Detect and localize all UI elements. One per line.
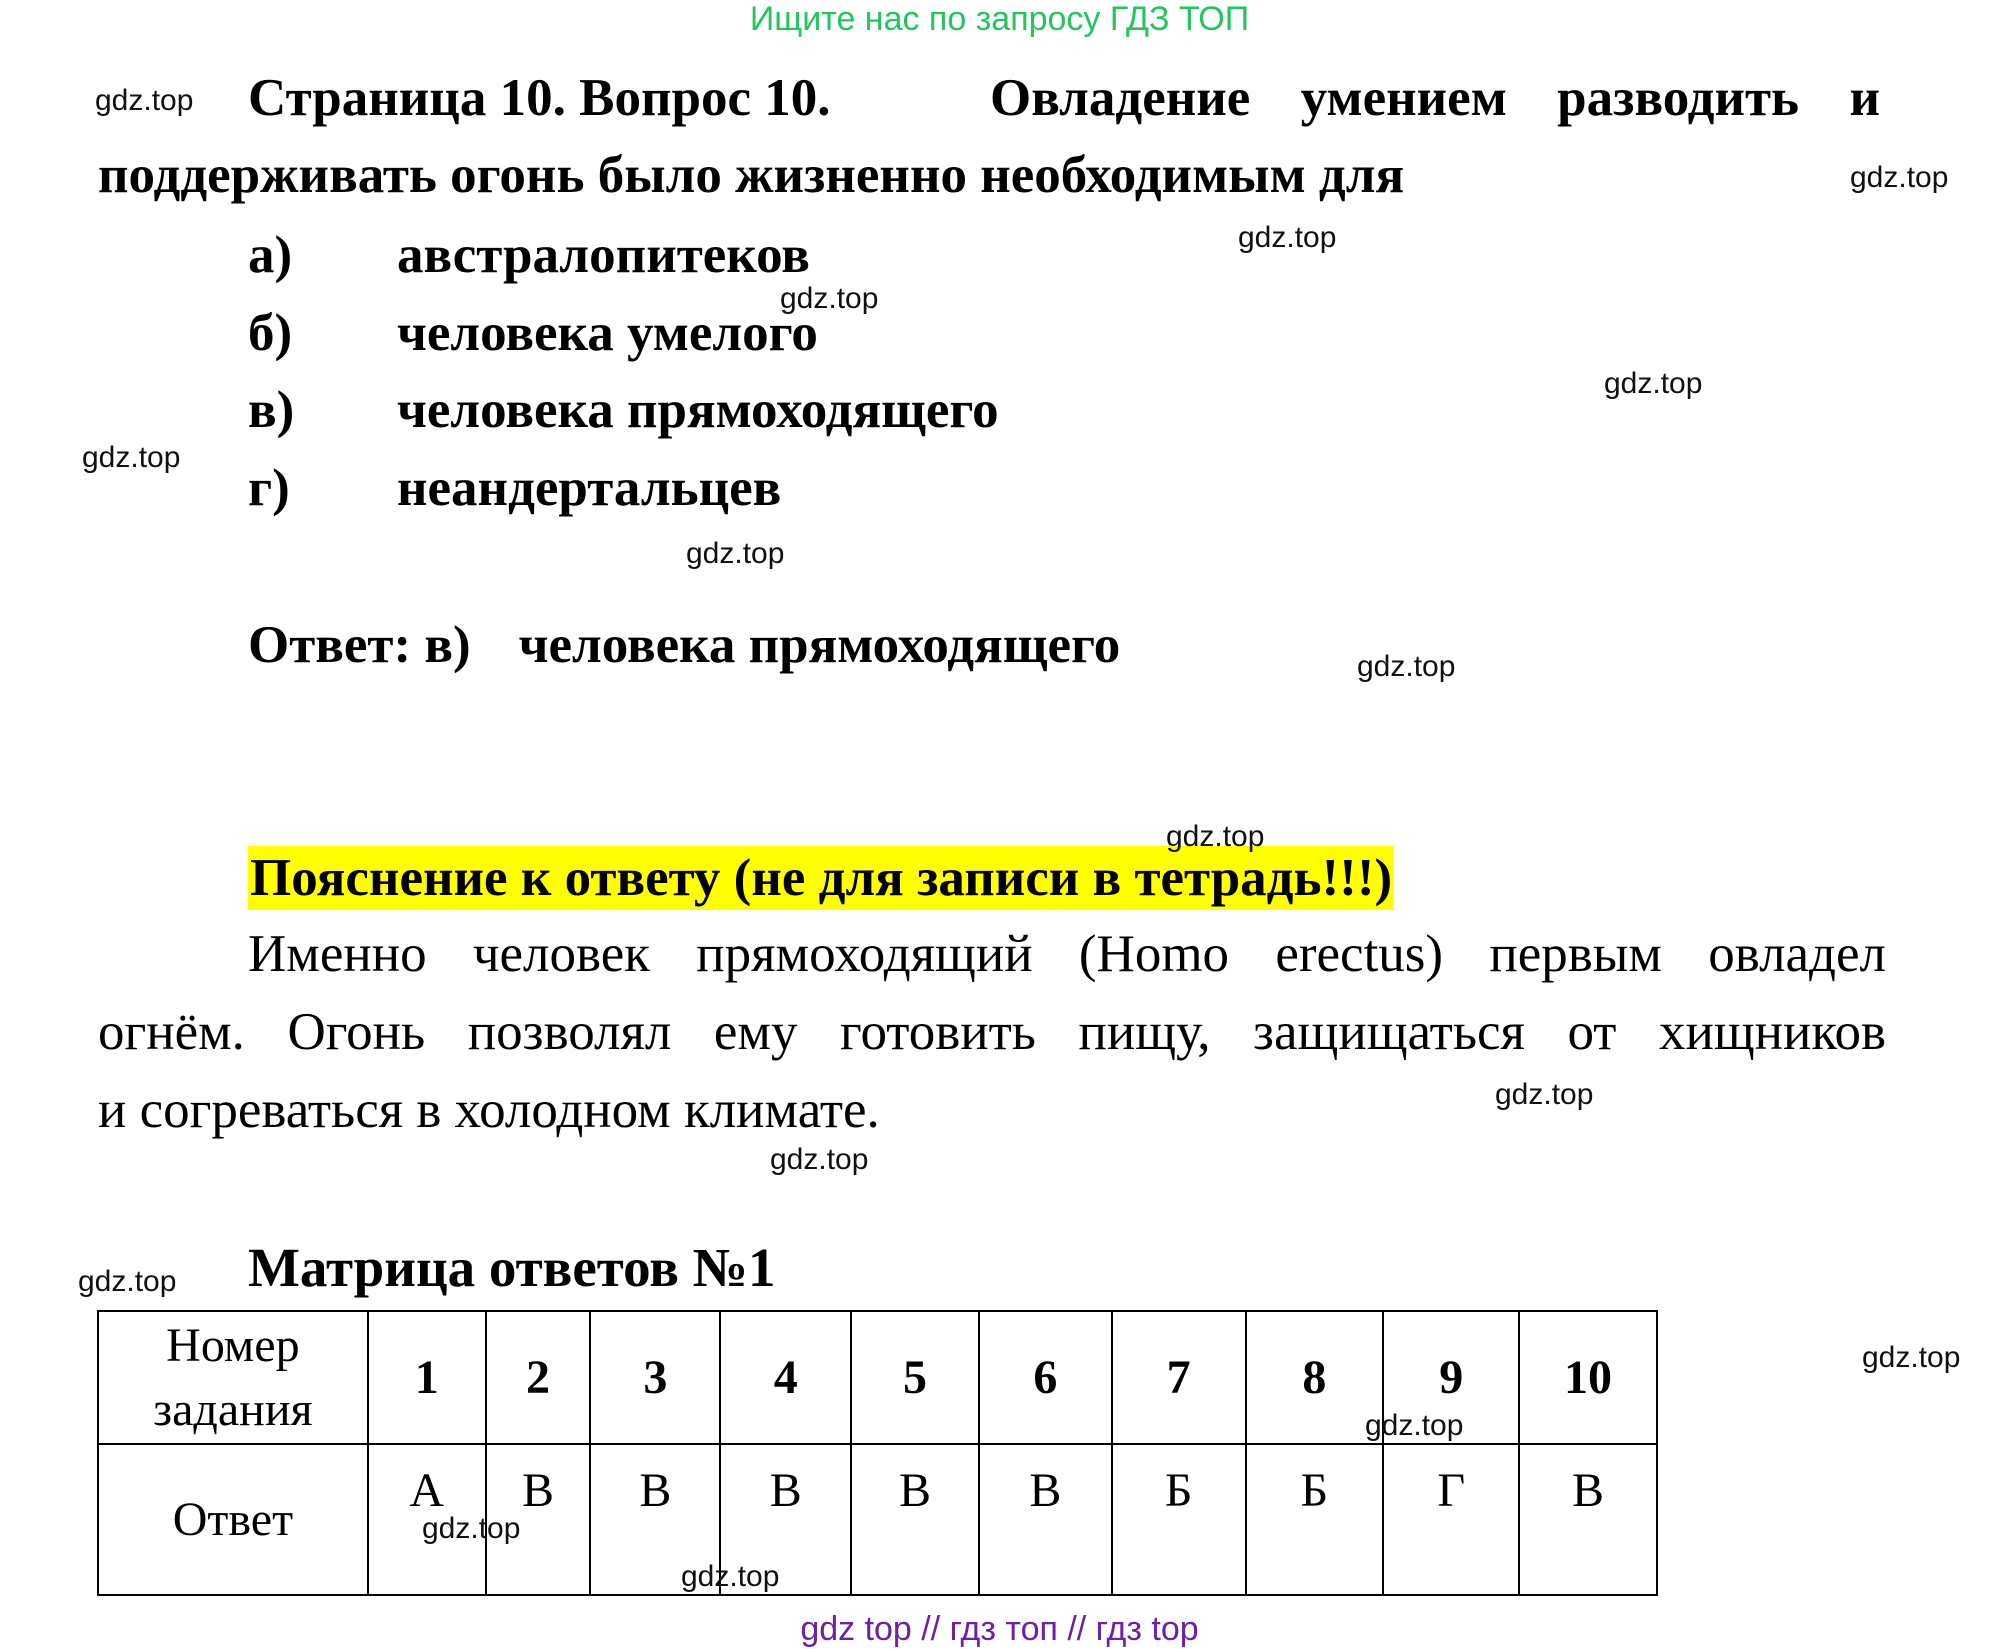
- answer-cell: В: [979, 1444, 1112, 1595]
- option-b-text: человека умелого: [397, 304, 818, 362]
- watermark: gdz.top: [1604, 367, 1703, 400]
- task-number-cell: 1: [368, 1311, 486, 1444]
- explanation-line-1: Именно человек прямоходящий (Homo erectus) первым овладел: [248, 925, 1886, 983]
- matrix-title: Матрица ответов №1: [248, 1237, 776, 1298]
- option-d-letter: г): [248, 459, 290, 517]
- watermark: gdz.top: [1357, 650, 1456, 683]
- task-number-header-line-2: задания: [153, 1382, 313, 1436]
- explanation-line-3: и согреваться в холодном климате.: [98, 1081, 880, 1139]
- answer-line: [248, 615, 1120, 675]
- task-number-cell: 2: [486, 1311, 591, 1444]
- option-a-text: австралопитеков: [397, 226, 810, 284]
- watermark: gdz.top: [681, 1560, 780, 1593]
- task-number-header: [98, 1311, 368, 1444]
- watermark: gdz.top: [422, 1512, 521, 1545]
- watermark: gdz.top: [1238, 221, 1337, 254]
- task-number-cell: 9: [1383, 1311, 1519, 1444]
- option-b-letter: б): [248, 304, 293, 362]
- answer-matrix-table: [97, 1310, 1658, 1596]
- watermark: gdz.top: [95, 84, 194, 117]
- answer-cell: В: [1519, 1444, 1657, 1595]
- question-title: Страница 10. Вопрос 10.: [248, 69, 831, 127]
- question-text-line-2: поддерживать огонь было жизненно необходимым для: [98, 146, 1405, 204]
- answer-text: человека прямоходящего: [518, 616, 1121, 674]
- answer-cell: В: [720, 1444, 851, 1595]
- search-banner: Ищите нас по запросу ГДЗ ТОП: [749, 0, 1250, 38]
- option-d-text: неандертальцев: [397, 459, 782, 517]
- question-text-line-1: Овладение умением разводить и: [990, 69, 1880, 127]
- watermark: gdz.top: [770, 1143, 869, 1176]
- task-number-cell: 7: [1112, 1311, 1246, 1444]
- answer-cell: В: [590, 1444, 720, 1595]
- task-number-cell: 4: [720, 1311, 851, 1444]
- watermark: gdz.top: [1862, 1341, 1961, 1374]
- watermark: gdz.top: [686, 537, 785, 570]
- answer-prefix: Ответ: в): [248, 616, 471, 674]
- answer-cell: А: [368, 1444, 486, 1595]
- task-number-cell: 6: [979, 1311, 1112, 1444]
- answer-row-label: Ответ: [98, 1444, 368, 1595]
- explanation-heading: Пояснение к ответу (не для записи в тетрадь!!!): [248, 846, 1394, 910]
- watermark: gdz.top: [1495, 1078, 1594, 1111]
- answer-cell: В: [851, 1444, 979, 1595]
- task-number-cell: 5: [851, 1311, 979, 1444]
- watermark: gdz.top: [780, 282, 879, 315]
- answer-cell: В: [486, 1444, 591, 1595]
- task-number-header-line-1: Номер: [166, 1318, 300, 1372]
- watermark: gdz.top: [1365, 1409, 1464, 1442]
- option-a-letter: а): [248, 226, 293, 284]
- watermark: gdz.top: [78, 1265, 177, 1298]
- answer-cell: Г: [1383, 1444, 1519, 1595]
- matrix-answer-row: [98, 1444, 1657, 1595]
- option-c-letter: в): [248, 381, 295, 439]
- task-number-cell: 3: [590, 1311, 720, 1444]
- watermark: gdz.top: [1166, 820, 1265, 853]
- explanation-line-2: огнём. Огонь позволял ему готовить пищу, защищаться от хищников: [98, 1003, 1886, 1061]
- task-number-cell: 10: [1519, 1311, 1657, 1444]
- task-number-cell: 8: [1246, 1311, 1384, 1444]
- answer-cell: Б: [1246, 1444, 1384, 1595]
- watermark: gdz.top: [1850, 161, 1949, 194]
- watermark: gdz.top: [82, 441, 181, 474]
- footer-links: gdz top // гдз топ // гдз top: [800, 1610, 1199, 1648]
- option-c-text: человека прямоходящего: [397, 381, 999, 439]
- answer-cell: Б: [1112, 1444, 1246, 1595]
